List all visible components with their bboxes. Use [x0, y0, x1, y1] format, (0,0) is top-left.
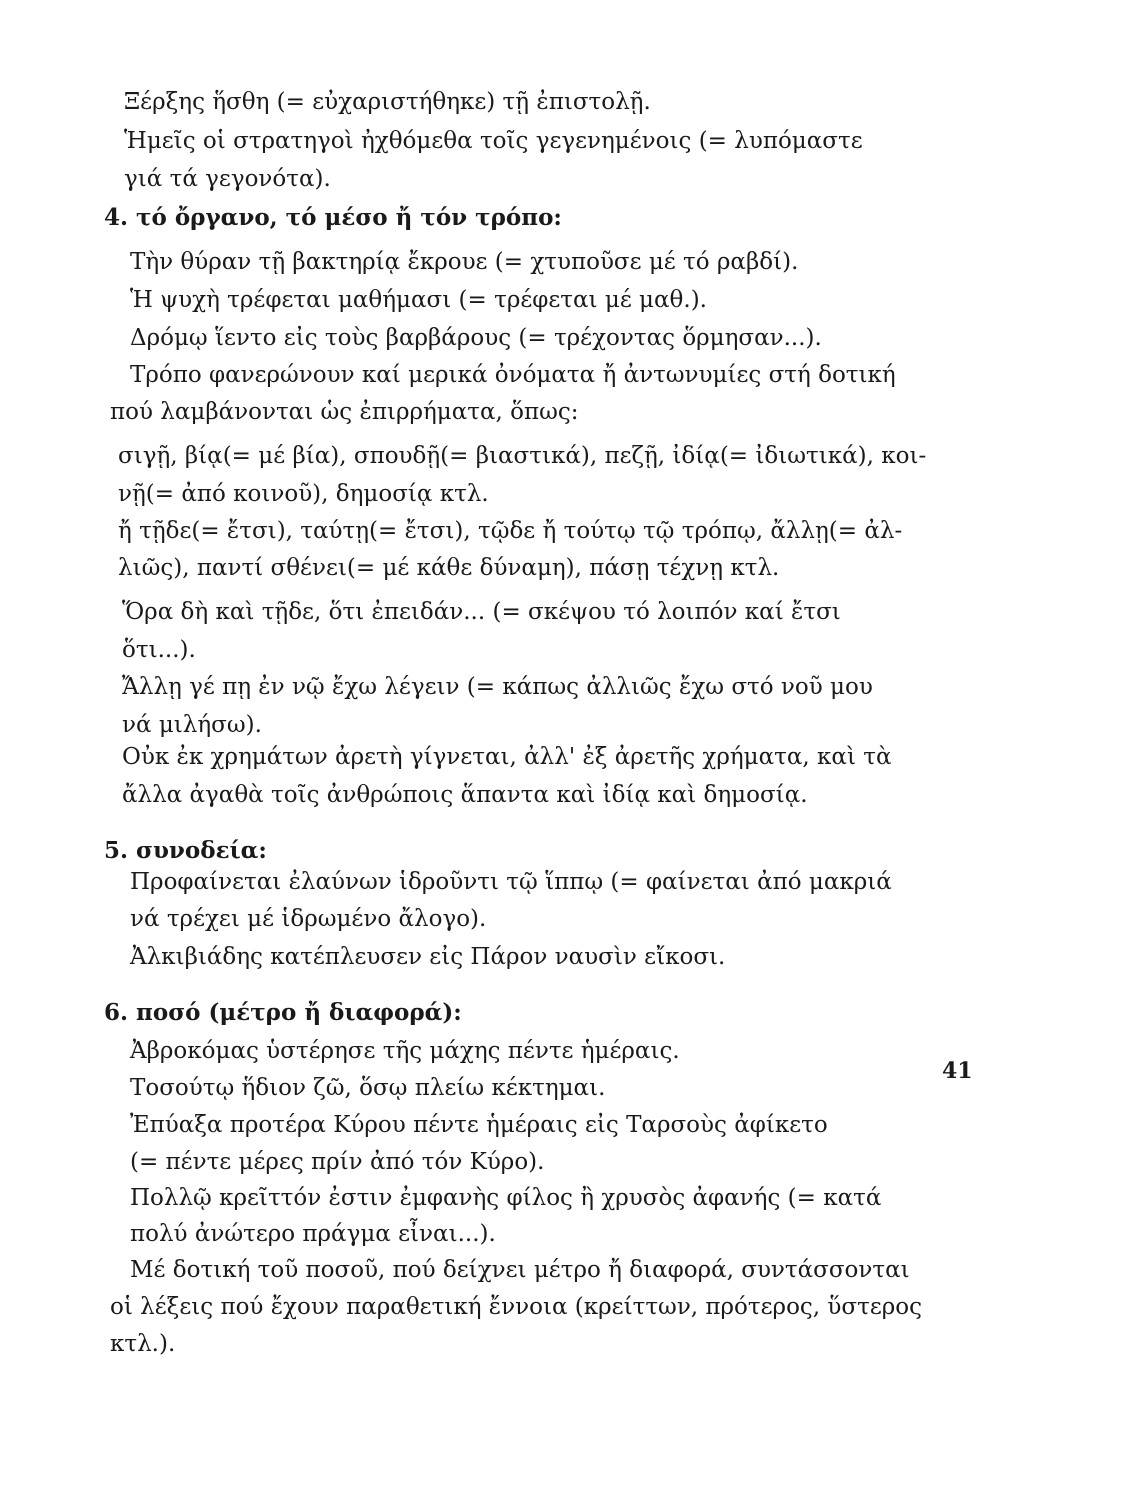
- section-heading-accompaniment: 5. συνοδεία:: [104, 837, 267, 864]
- body-text-line: κτλ.).: [110, 1331, 176, 1357]
- example-line-continued: (= πέντε μέρες πρίν ἀπό τόν Κύρο).: [130, 1149, 545, 1175]
- example-line: Τὴν θύραν τῇ βακτηρίᾳ ἔκρουε (= χτυποῦσε μέ τό ραβδί).: [130, 249, 799, 275]
- example-line: Ἡ ψυχὴ τρέφεται μαθήμασι (= τρέφεται μέ μαθ.).: [130, 287, 707, 313]
- example-line-continued: γιά τά γεγονότα).: [124, 166, 331, 192]
- example-line: Προφαίνεται ἐλαύνων ἱδροῦντι τῷ ἵππῳ (= φαίνεται ἀπό μακριά: [130, 869, 892, 895]
- example-line: Ἄλλῃ γέ πῃ ἐν νῷ ἔχω λέγειν (= κάπως ἀλλιῶς ἔχω στό νοῦ μου: [122, 674, 873, 700]
- example-line-continued: ὅτι...).: [122, 637, 196, 663]
- section-heading-quantity: 6. ποσό (μέτρο ἤ διαφορά):: [104, 999, 462, 1026]
- body-text-line: Μέ δοτική τοῦ ποσοῦ, πού δείχνει μέτρο ἤ διαφορά, συντάσσονται: [130, 1257, 910, 1283]
- example-line: Οὐκ ἐκ χρημάτων ἀρετὴ γίγνεται, ἀλλ' ἐξ ἀρετῆς χρήματα, καὶ τὰ: [122, 744, 892, 770]
- body-text-line: Τρόπο φανερώνουν καί μερικά ὀνόματα ἤ ἀντωνυμίες στή δοτική: [130, 362, 896, 388]
- page-number: 41: [942, 1058, 973, 1084]
- example-line: ἤ τῇδε(= ἔτσι), ταύτῃ(= ἔτσι), τῷδε ἤ τούτῳ τῷ τρόπῳ, ἄλλῃ(= ἀλ-: [118, 518, 903, 544]
- example-line: Ἡμεῖς οἱ στρατηγοὶ ἠχθόμεθα τοῖς γεγενημένοις (= λυπόμαστε: [124, 128, 863, 154]
- example-line-continued: νά μιλήσω).: [122, 712, 262, 738]
- example-line-continued: ἄλλα ἀγαθὰ τοῖς ἀνθρώποις ἅπαντα καὶ ἰδίᾳ καὶ δημοσίᾳ.: [122, 782, 808, 808]
- example-line: Ξέρξης ἥσθη (= εὐχαριστήθηκε) τῇ ἐπιστολῇ.: [124, 89, 651, 115]
- example-line: Πολλῷ κρεῖττόν ἐστιν ἐμφανὴς φίλος ἢ χρυσὸς ἀφανής (= κατά: [130, 1185, 882, 1211]
- example-line-continued: νῇ(= ἀπό κοινοῦ), δημοσίᾳ κτλ.: [118, 481, 489, 507]
- example-line: σιγῇ, βίᾳ(= μέ βία), σπουδῇ(= βιαστικά), πεζῇ, ἰδίᾳ(= ἰδιωτικά), κοι-: [118, 443, 927, 469]
- example-line: Ὅρα δὴ καὶ τῇδε, ὅτι ἐπειδάν... (= σκέψου τό λοιπόν καί ἔτσι: [122, 599, 841, 625]
- example-line-continued: νά τρέχει μέ ἱδρωμένο ἄλογο).: [130, 906, 487, 932]
- body-text-line: πού λαμβάνονται ὡς ἐπιρρήματα, ὅπως:: [110, 399, 579, 425]
- example-line: Ἀβροκόμας ὑστέρησε τῆς μάχης πέντε ἡμέραις.: [130, 1038, 680, 1064]
- example-line: Ἐπύαξα προτέρα Κύρου πέντε ἡμέραις εἰς Ταρσοὺς ἀφίκετο: [130, 1112, 828, 1138]
- example-line-continued: λιῶς), παντί σθένει(= μέ κάθε δύναμη), πάσῃ τέχνῃ κτλ.: [118, 555, 780, 581]
- example-line-continued: πολύ ἀνώτερο πράγμα εἶναι...).: [130, 1221, 496, 1247]
- example-line: Δρόμῳ ἵεντο εἰς τοὺς βαρβάρους (= τρέχοντας ὅρμησαν...).: [130, 325, 822, 351]
- example-line: Τοσούτῳ ἥδιον ζῶ, ὅσῳ πλείω κέκτημαι.: [130, 1075, 606, 1101]
- body-text-line: οἱ λέξεις πού ἔχουν παραθετική ἔννοια (κρείττων, πρότερος, ὕστερος: [110, 1294, 922, 1320]
- section-heading-instrument: 4. τό ὄργανο, τό μέσο ἤ τόν τρόπο:: [104, 204, 562, 231]
- example-line: Ἀλκιβιάδης κατέπλευσεν εἰς Πάρον ναυσὶν εἴκοσι.: [130, 944, 726, 970]
